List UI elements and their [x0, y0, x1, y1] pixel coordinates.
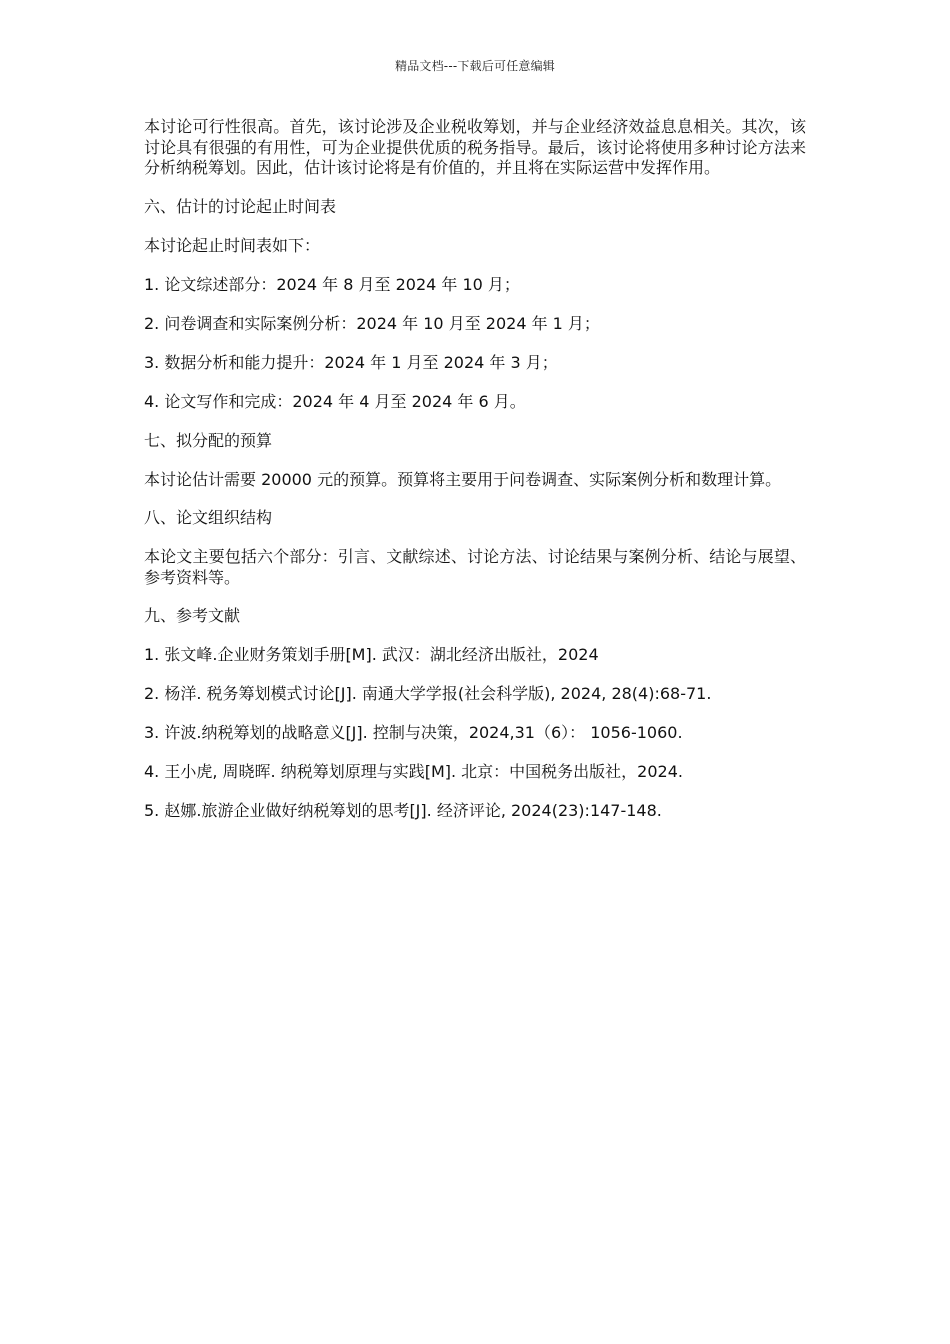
- reference-item-5: 5. 赵娜.旅游企业做好纳税筹划的思考[J]. 经济评论, 2024(23):147-148.: [144, 801, 662, 821]
- schedule-item-1: 1. 论文综述部分：2024 年 8 月至 2024 年 10 月；: [144, 274, 520, 294]
- section-heading-budget: 七、拟分配的预算: [144, 430, 273, 450]
- feasibility-paragraph: 本讨论可行性很高。首先，该讨论涉及企业税收筹划，并与企业经济效益息息相关。其次，该讨论具有很强的有用性，可为企业提供优质的税务指导。最后，该讨论将使用多种讨论方法来分析纳税筹划。因此，估计该讨论将是有价值的，并且将在实际运营中发挥作用。: [144, 117, 806, 178]
- reference-item-4: 4. 王小虎, 周晓晖. 纳税筹划原理与实践[M]. 北京：中国税务出版社，2024.: [144, 762, 683, 782]
- budget-paragraph: 本讨论估计需要 20000 元的预算。预算将主要用于问卷调查、实际案例分析和数理计算。: [144, 469, 782, 489]
- page-header: 精品文档---下载后可任意编辑: [395, 59, 555, 73]
- section-heading-schedule: 六、估计的讨论起止时间表: [144, 196, 337, 216]
- section-heading-structure: 八、论文组织结构: [144, 508, 273, 528]
- schedule-intro: 本讨论起止时间表如下：: [144, 235, 321, 255]
- structure-paragraph: 本论文主要包括六个部分：引言、文献综述、讨论方法、讨论结果与案例分析、结论与展望、参考资料等。: [144, 547, 806, 587]
- schedule-item-3: 3. 数据分析和能力提升：2024 年 1 月至 2024 年 3 月；: [144, 352, 558, 372]
- schedule-item-4: 4. 论文写作和完成：2024 年 4 月至 2024 年 6 月。: [144, 391, 526, 411]
- reference-item-1: 1. 张文峰.企业财务策划手册[M]. 武汉：湖北经济出版社，2024: [144, 645, 599, 665]
- reference-item-3: 3. 许波.纳税筹划的战略意义[J]. 控制与决策，2024,31（6）： 1056-1060.: [144, 723, 683, 743]
- document-body: [144, 117, 806, 840]
- reference-item-2: 2. 杨洋. 税务筹划模式讨论[J]. 南通大学学报(社会科学版), 2024, 28(4):68-71.: [144, 684, 712, 704]
- section-heading-references: 九、参考文献: [144, 606, 241, 626]
- schedule-item-2: 2. 问卷调查和实际案例分析：2024 年 10 月至 2024 年 1 月；: [144, 313, 600, 333]
